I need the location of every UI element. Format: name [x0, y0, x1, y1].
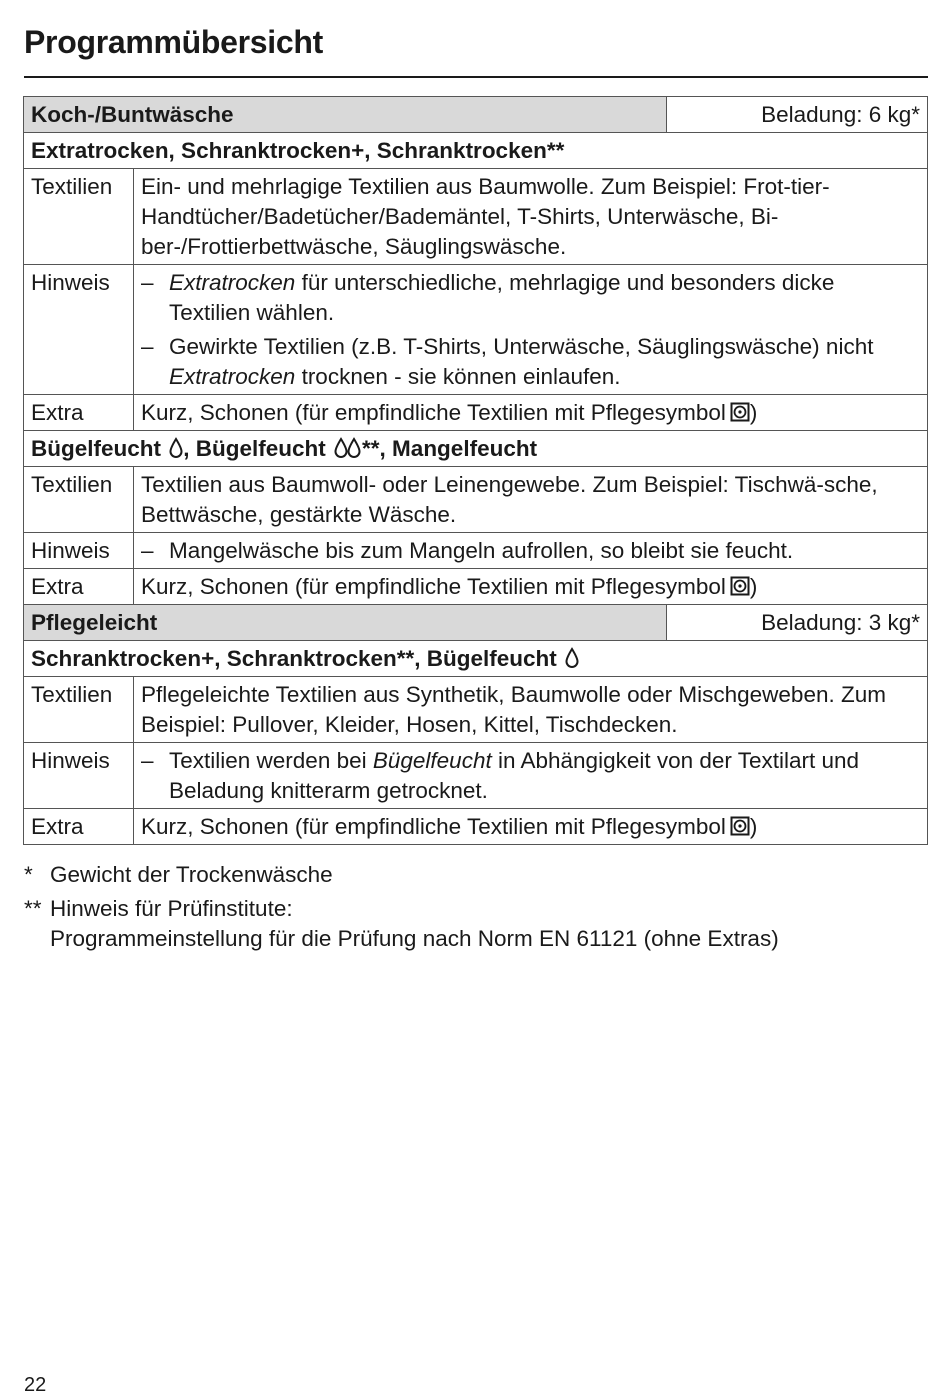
- extra-options: [134, 809, 928, 845]
- note-item: [141, 746, 920, 806]
- note-row: [24, 743, 928, 809]
- note-dash: –: [141, 538, 154, 563]
- textiles-label: Textilien: [24, 169, 134, 265]
- note-text: Mangelwäsche bis zum Mangeln aufrollen, so bleibt sie feucht.: [169, 538, 794, 563]
- footnote: [24, 860, 928, 890]
- extra-text: Kurz, Schonen (für empfindliche Textilien mit Pflegesymbol: [141, 400, 726, 425]
- program-settings: Extratrocken, Schranktrocken+, Schranktrocken**: [24, 133, 928, 169]
- program-overview-table: [23, 96, 928, 845]
- textiles-text: Textilien aus Baumwoll- oder Leinengewebe. Zum Beispiel: Tischwä-sche, Bettwäsche, gestärkte Wäsche.: [134, 467, 928, 533]
- note-item: [141, 268, 920, 328]
- setting-mangle-damp: **, Mangelfeucht: [362, 436, 538, 461]
- program-settings: [24, 641, 928, 677]
- footnote-mark: *: [24, 862, 33, 887]
- footnote-text: Programmeinstellung für die Prüfung nach Norm EN 61121 (ohne Extras): [50, 926, 779, 951]
- note-list: [134, 265, 928, 395]
- extra-label: Extra: [24, 569, 134, 605]
- textiles-row: [24, 677, 928, 743]
- drop-icon: [565, 647, 579, 669]
- drop-icon: [169, 437, 183, 459]
- note-row: [24, 265, 928, 395]
- note-item: [141, 536, 920, 566]
- note-item: [141, 332, 920, 392]
- textiles-text: Pflegeleichte Textilien aus Synthetik, Baumwolle oder Mischgeweben. Zum Beispiel: Pullover, Kleider, Hosen, Kittel, Tischdecken.: [134, 677, 928, 743]
- program-group-header: [24, 605, 928, 641]
- extra-options: [134, 395, 928, 431]
- note-dash: –: [141, 748, 154, 773]
- note-dash: –: [141, 270, 154, 295]
- note-label: Hinweis: [24, 533, 134, 569]
- extra-label: Extra: [24, 809, 134, 845]
- textiles-row: [24, 467, 928, 533]
- extra-text: Kurz, Schonen (für empfindliche Textilien mit Pflegesymbol: [141, 814, 726, 839]
- note-dash: –: [141, 334, 154, 359]
- setting-ironing-damp-plus: , Bügelfeucht: [183, 436, 333, 461]
- program-group-header: [24, 97, 928, 133]
- program-settings-row: [24, 431, 928, 467]
- textiles-text: Ein- und mehrlagige Textilien aus Baumwolle. Zum Beispiel: Frot-tier-Handtücher/Badetücher/Bademäntel, T-Shirts, Unterwäsche, Bi-ber-/Frottierbettwäsche, Säuglingswäsche.: [134, 169, 928, 265]
- note-emphasis: Bügelfeucht: [372, 748, 492, 773]
- footnote-mark: **: [24, 896, 42, 921]
- note-text: Textilien werden bei: [169, 748, 373, 773]
- title-divider: [24, 76, 928, 78]
- dryer-care-symbol-icon: [730, 402, 750, 422]
- footnote: [24, 894, 928, 954]
- double-drop-icon: [334, 437, 362, 459]
- note-list: [134, 743, 928, 809]
- footnote-text: Gewicht der Trockenwäsche: [50, 862, 333, 887]
- note-text: für unterschiedliche, mehrlagige und besonders dicke Textilien wählen.: [169, 270, 835, 325]
- program-settings-row: [24, 641, 928, 677]
- textiles-label: Textilien: [24, 677, 134, 743]
- setting-ironing-damp: Bügelfeucht: [31, 436, 162, 461]
- program-group-name: Koch-/Buntwäsche: [24, 97, 667, 133]
- note-text: Gewirkte Textilien (z.B. T-Shirts, Unterwäsche, Säuglingswäsche) nicht: [169, 334, 874, 359]
- load-capacity: Beladung: 6 kg*: [666, 97, 927, 133]
- extra-options: [134, 569, 928, 605]
- dryer-care-symbol-icon: [730, 816, 750, 836]
- extra-row: [24, 809, 928, 845]
- extra-row: [24, 395, 928, 431]
- textiles-label: Textilien: [24, 467, 134, 533]
- program-group-name: Pflegeleicht: [24, 605, 667, 641]
- dryer-care-symbol-icon: [730, 576, 750, 596]
- extra-label: Extra: [24, 395, 134, 431]
- note-text: in Abhängigkeit von der Textilart und Beladung knitterarm getrocknet.: [169, 748, 860, 803]
- extra-text-end: ): [749, 400, 758, 425]
- note-list: [134, 533, 928, 569]
- extra-text: Kurz, Schonen (für empfindliche Textilien mit Pflegesymbol: [141, 574, 726, 599]
- note-label: Hinweis: [24, 265, 134, 395]
- textiles-row: [24, 169, 928, 265]
- program-settings-row: [24, 133, 928, 169]
- page-number: 22: [24, 1374, 47, 1396]
- note-emphasis: Extratrocken: [169, 364, 296, 389]
- note-label: Hinweis: [24, 743, 134, 809]
- extra-text-end: ): [749, 814, 758, 839]
- load-capacity: Beladung: 3 kg*: [666, 605, 927, 641]
- note-text: trocknen - sie können einlaufen.: [295, 364, 621, 389]
- page-title: Programmübersicht: [24, 24, 323, 60]
- footnote-text: Hinweis für Prüfinstitute:: [50, 896, 293, 921]
- note-row: [24, 533, 928, 569]
- program-settings-text: Schranktrocken+, Schranktrocken**, Bügelfeucht: [31, 646, 557, 671]
- footnotes: [24, 860, 928, 958]
- extra-text-end: ): [749, 574, 758, 599]
- note-emphasis: Extratrocken: [169, 270, 296, 295]
- program-settings: [24, 431, 928, 467]
- extra-row: [24, 569, 928, 605]
